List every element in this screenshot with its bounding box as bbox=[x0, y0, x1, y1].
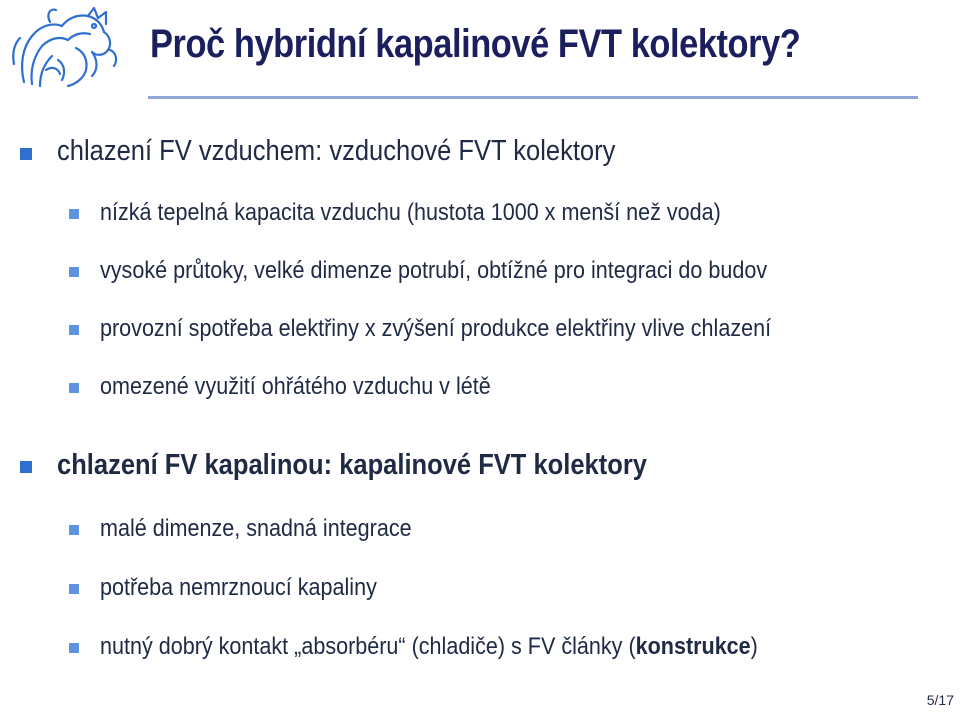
list-item: provozní spotřeba elektřiny x zvýšení produkce elektřiny vlive chlazení bbox=[100, 315, 772, 342]
lion-emblem-icon bbox=[6, 4, 124, 92]
section-bullet-icon bbox=[20, 148, 32, 160]
item-bullet-icon bbox=[69, 383, 79, 393]
section-heading: chlazení FV vzduchem: vzduchové FVT kolektory bbox=[57, 135, 616, 167]
section-heading: chlazení FV kapalinou: kapalinové FVT kolektory bbox=[57, 449, 647, 481]
list-item: omezené využití ohřátého vzduchu v létě bbox=[100, 373, 491, 400]
list-item-text: nutný dobrý kontakt „absorbéru“ (chladiče) s FV články ( bbox=[100, 633, 636, 660]
list-item: potřeba nemrznoucí kapaliny bbox=[100, 574, 377, 601]
list-item: malé dimenze, snadná integrace bbox=[100, 515, 412, 542]
item-bullet-icon bbox=[69, 325, 79, 335]
item-bullet-icon bbox=[69, 267, 79, 277]
item-bullet-icon bbox=[69, 209, 79, 219]
item-bullet-icon bbox=[69, 643, 79, 653]
page-number: 5/17 bbox=[926, 692, 954, 708]
list-item-bold-text: konstrukce bbox=[635, 633, 751, 660]
section-bullet-icon bbox=[20, 461, 32, 473]
list-item bbox=[100, 633, 758, 661]
item-bullet-icon bbox=[69, 525, 79, 535]
list-item: nízká tepelná kapacita vzduchu (hustota 1000 x menší než voda) bbox=[100, 199, 721, 226]
slide-title: Proč hybridní kapalinové FVT kolektory? bbox=[150, 22, 801, 66]
title-divider bbox=[148, 96, 918, 99]
list-item-text: ) bbox=[750, 633, 758, 660]
item-bullet-icon bbox=[69, 584, 79, 594]
list-item: vysoké průtoky, velké dimenze potrubí, obtížné pro integraci do budov bbox=[100, 257, 768, 284]
